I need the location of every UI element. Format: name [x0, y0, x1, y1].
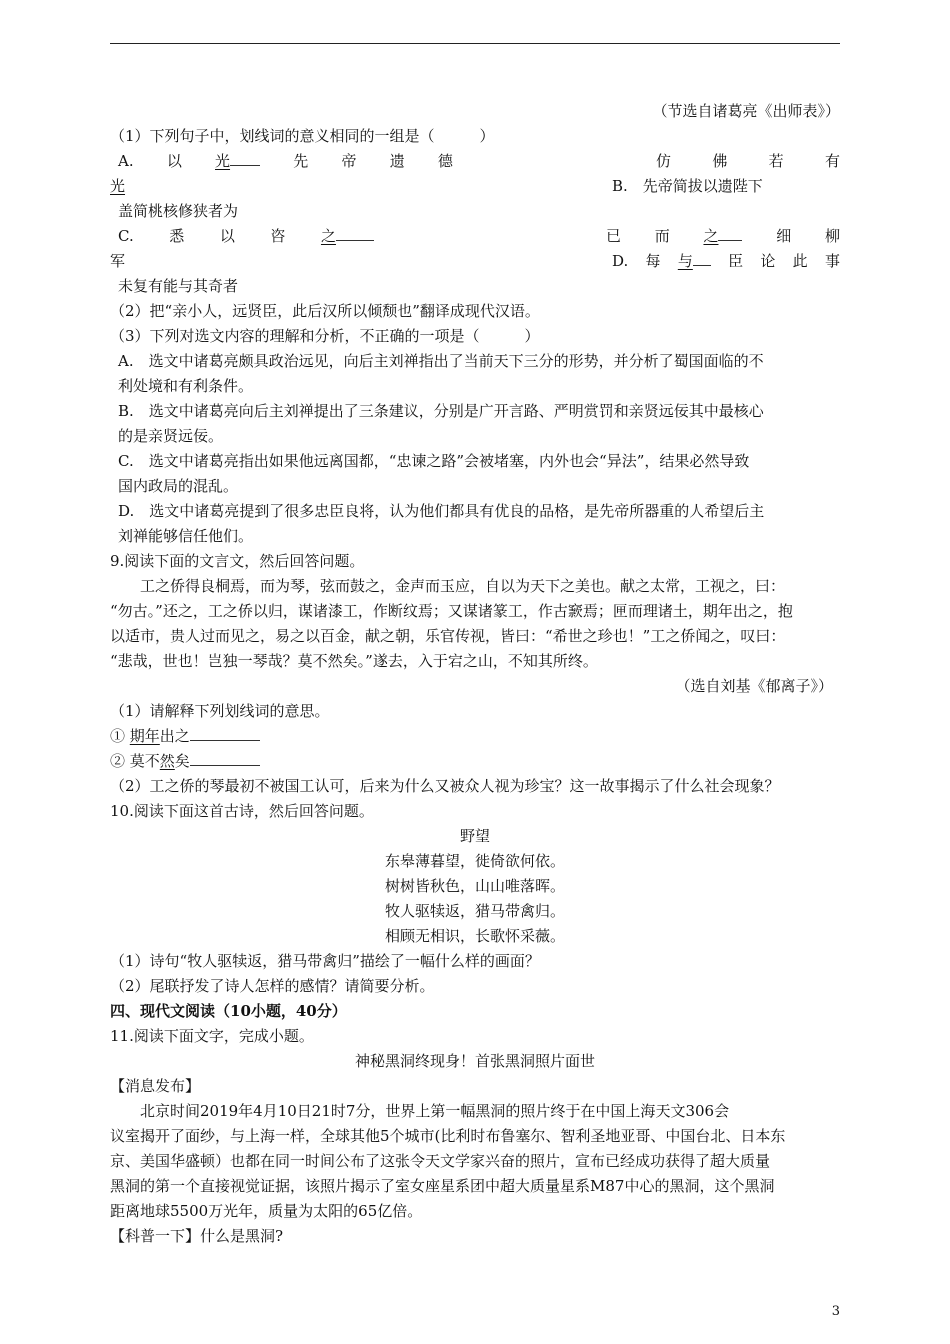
- char: 此: [792, 252, 808, 270]
- char: 先: [293, 152, 309, 170]
- char: 悉: [169, 227, 185, 245]
- char: 以: [219, 227, 235, 245]
- q8-option-a-cont: 光: [110, 177, 126, 195]
- char: 遗: [389, 152, 405, 170]
- q9-sub2: （2）工之侨的琴最初不被国工认可，后来为什么又被众人视为珍宝？这一故事揭示了什么社会现象？: [110, 777, 780, 795]
- q8-option-b: B. 先帝简拔以遗陛下: [612, 177, 763, 195]
- char: 德: [437, 152, 453, 170]
- q10-title: 10.阅读下面这首古诗，然后回答问题。: [110, 802, 374, 820]
- char: 柳: [824, 227, 840, 245]
- source-citation: （节选自诸葛亮《出师表》）: [652, 102, 840, 120]
- q10-sub2: （2）尾联抒发了诗人怎样的感情？请简要分析。: [110, 977, 435, 995]
- article-line: 距离地球5500万光年，质量为太阳的65亿倍。: [110, 1202, 423, 1220]
- q8-choice-b-cont: 的是亲贤远佞。: [118, 427, 224, 445]
- section-heading: 四、现代文阅读（10小题，40分）: [110, 1002, 347, 1020]
- q9-sub1: （1）请解释下列划线词的意思。: [110, 702, 330, 720]
- article-line: 议室揭开了面纱，与上海一样，全球其他5个城市(比利时布鲁塞尔、智利圣地亚哥、中国台北、日本东: [110, 1127, 786, 1145]
- q10-sub1: （1）诗句“牧人驱犊返，猎马带禽归”描绘了一幅什么样的画面？: [110, 952, 540, 970]
- article-headline: 神秘黑洞终现身！首张黑洞照片面世: [354, 1052, 595, 1070]
- q8-sub2: （2）把“亲小人，远贤臣，此后汉所以倾颓也”翻译成现代汉语。: [110, 302, 540, 320]
- q8-choice-c-cont: 国内政局的混乱。: [118, 477, 239, 495]
- q11-title: 11.阅读下面文字，完成小题。: [110, 1027, 314, 1045]
- q8-option-c: [118, 226, 374, 246]
- underlined-word: 之: [703, 226, 742, 246]
- q8-option-c-cont: 军: [110, 252, 126, 270]
- char: 以: [166, 152, 182, 170]
- underlined-word: 与: [678, 251, 711, 271]
- char: 已: [606, 227, 622, 245]
- article-line: 黑洞的第一个直接视觉证据，该照片揭示了室女座星系团中超大质量星系M87中心的黑洞，这个黑洞: [110, 1177, 775, 1195]
- q9-sub1-item-2: ② 莫不然矣: [110, 751, 260, 771]
- char: 每: [645, 252, 661, 270]
- q8-option-b-cont: 盖简桃核修狭者为: [118, 202, 239, 220]
- underlined-word: 光: [215, 151, 260, 171]
- poem-title: 野望: [459, 827, 490, 845]
- char: 细: [776, 227, 792, 245]
- option-label: C.: [118, 227, 134, 245]
- q8-option-a-right: [656, 151, 840, 171]
- q8-choice-a-cont: 利处境和有利条件。: [118, 377, 254, 395]
- char: 而: [654, 227, 670, 245]
- char: 有: [824, 152, 840, 170]
- article-line: 北京时间2019年4月10日21时7分，世界上第一幅黑洞的照片终于在中国上海天文306会: [140, 1102, 730, 1120]
- poem-line: 牧人驱犊返，猎马带禽归。: [384, 902, 565, 920]
- page-number: 3: [831, 1304, 840, 1319]
- char: 事: [824, 252, 840, 270]
- answer-blank[interactable]: [190, 751, 260, 766]
- option-label: D.: [612, 252, 629, 270]
- underlined-word: 之: [321, 226, 374, 246]
- q8-option-d: [612, 251, 840, 271]
- q8-choice-a: A. 选文中诸葛亮颇具政治远见，向后主刘禅指出了当前天下三分的形势，并分析了蜀国面临的不: [118, 352, 764, 370]
- q8-choice-c: C. 选文中诸葛亮指出如果他远离国都，“忠谏之路”会被堵塞，内外也会“异法”，结果必然导致: [118, 452, 750, 470]
- q8-choice-d: D. 选文中诸葛亮提到了很多忠臣良将，认为他们都具有优良的品格，是先帝所器重的人希望后主: [118, 502, 765, 520]
- article-line: 京、美国华盛顿）也都在同一时间公布了这张令天文学家兴奋的照片，宣布已经成功获得了超大质量: [110, 1152, 771, 1170]
- char: 仿: [656, 152, 672, 170]
- char: 臣: [728, 252, 744, 270]
- q9-text-line: 以适市，贵人过而见之，易之以百金，献之朝，乐官传视，皆曰：“希世之珍也！”工之侨闻之，叹曰：: [110, 627, 786, 645]
- char: 论: [760, 252, 776, 270]
- q9-text-line: 工之侨得良桐焉，而为琴，弦而鼓之，金声而玉应，自以为天下之美也。献之太常，工视之，曰：: [140, 577, 786, 595]
- poem-line: 树树皆秋色，山山唯落晖。: [384, 877, 565, 895]
- header-rule: [110, 43, 840, 44]
- char: 佛: [712, 152, 728, 170]
- char: 若: [768, 152, 784, 170]
- q9-source: （选自刘基《郁离子》）: [675, 677, 833, 695]
- q8-option-c-right: [606, 226, 840, 246]
- char: 咨: [270, 227, 286, 245]
- q9-sub1-item-1: ① 期年出之: [110, 726, 260, 746]
- q8-choice-b: B. 选文中诸葛亮向后主刘禅提出了三条建议，分别是广开言路、严明赏罚和亲贤远佞其中最核心: [118, 402, 764, 420]
- article-tag: 【科普一下】什么是黑洞?: [110, 1227, 284, 1245]
- q8-option-d-cont: 未复有能与其奇者: [118, 277, 239, 295]
- q8-sub3: （3）下列对选文内容的理解和分析，不正确的一项是（ ）: [110, 327, 540, 345]
- q9-text-line: “悲哉，世也！岂独一琴哉？莫不然矣。”遂去，入于宕之山，不知其所终。: [110, 652, 598, 670]
- answer-blank[interactable]: [190, 726, 260, 741]
- q9-text-line: “勿古。”还之，工之侨以归，谋诸漆工，作断纹焉；又谋诸篆工，作古窾焉；匣而理诸土，期年出之，抱: [110, 602, 793, 620]
- q8-option-a: [118, 151, 453, 171]
- poem-line: 东皋薄暮望，徙倚欲何依。: [384, 852, 565, 870]
- q8-sub1: （1）下列句子中，划线词的意义相同的一组是（ ）: [110, 127, 495, 145]
- q8-choice-d-cont: 刘禅能够信任他们。: [118, 527, 254, 545]
- poem-line: 相顾无相识，长歌怀采薇。: [384, 927, 565, 945]
- q9-title: 9.阅读下面的文言文，然后回答问题。: [110, 552, 365, 570]
- char: 帝: [341, 152, 357, 170]
- option-label: A.: [118, 152, 134, 170]
- article-tag: 【消息发布】: [110, 1077, 201, 1095]
